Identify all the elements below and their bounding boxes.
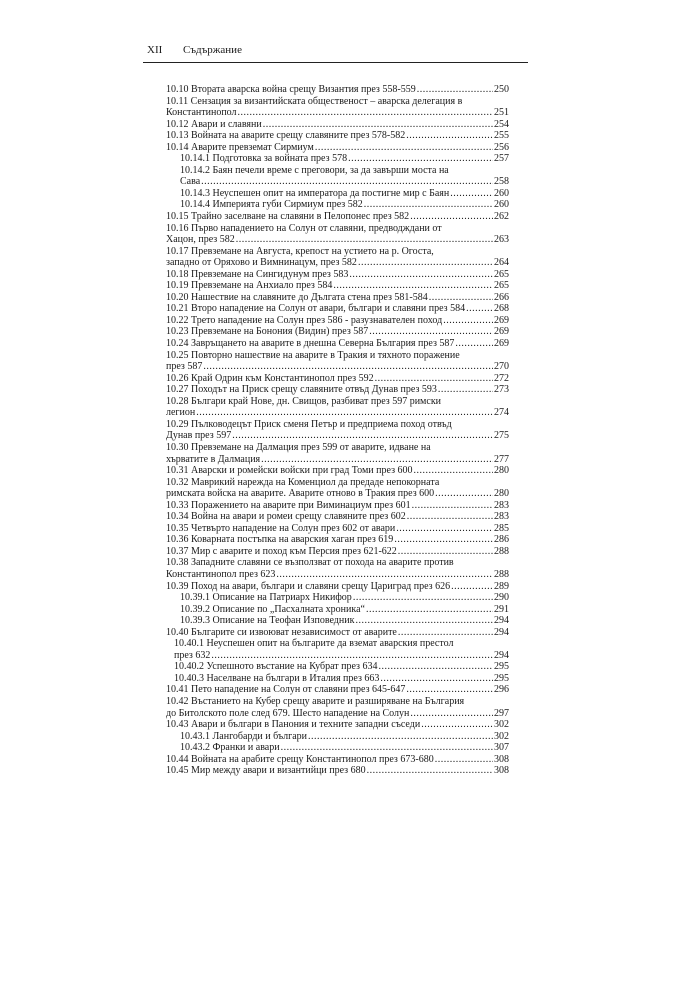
toc-page-number: 256 bbox=[494, 141, 509, 153]
toc-entry bbox=[166, 673, 509, 685]
toc-page-number: 280 bbox=[494, 465, 509, 477]
toc-entry bbox=[166, 130, 509, 142]
toc-page-number: 283 bbox=[494, 511, 509, 523]
toc-entry-text: 10.20 Нашествие на славяните до Дългата стена през 581-584 bbox=[166, 291, 428, 303]
dot-leader bbox=[236, 234, 493, 246]
dot-leader bbox=[367, 765, 493, 777]
dot-leader bbox=[407, 511, 493, 523]
toc-entry bbox=[166, 315, 509, 327]
toc-page-number: 302 bbox=[494, 719, 509, 731]
toc-entry bbox=[166, 592, 509, 604]
dot-leader bbox=[379, 661, 494, 673]
toc-entry bbox=[166, 684, 509, 696]
toc-entry-text: 10.43.1 Лангобарди и българи bbox=[180, 730, 308, 742]
dot-leader bbox=[366, 604, 493, 616]
toc-page-number: 275 bbox=[494, 430, 509, 442]
toc-entry-text: 10.41 Пето нападение на Солун от славяни през 645-647 bbox=[166, 684, 406, 696]
toc-entry bbox=[166, 581, 509, 593]
toc-entry bbox=[166, 557, 509, 580]
dot-leader bbox=[417, 84, 493, 96]
toc-entry-text: римската войска на аварите. Аварите отново в Тракия през 600 bbox=[166, 488, 435, 500]
toc-entry-text: 10.16 Първо нападението на Солун от славяни, предводждани от bbox=[166, 222, 442, 234]
dot-leader bbox=[355, 615, 493, 627]
toc-entry-text: 10.22 Трето нападение на Солун през 586 - разузнавателен поход bbox=[166, 314, 443, 326]
toc-entry-text: 10.43.2 Франки и авари bbox=[180, 742, 280, 754]
toc-page-number: 288 bbox=[494, 545, 509, 557]
dot-leader bbox=[232, 430, 493, 442]
toc-entry bbox=[166, 165, 509, 188]
toc-entry-text: 10.40 Българите си извоюват независимост от аварите bbox=[166, 626, 397, 638]
toc-page-number: 251 bbox=[494, 107, 509, 119]
dot-leader bbox=[238, 107, 493, 119]
dot-leader bbox=[414, 465, 493, 477]
toc-page-number: 289 bbox=[494, 580, 509, 592]
toc-entry-text: през 632 bbox=[174, 649, 211, 661]
toc-page-number: 307 bbox=[494, 742, 509, 754]
toc-entry bbox=[166, 153, 509, 165]
toc-entry-text: 10.23 Превземане на Бонония (Видин) през 587 bbox=[166, 326, 369, 338]
toc-page-number: 273 bbox=[494, 384, 509, 396]
dot-leader bbox=[406, 684, 493, 696]
dot-leader bbox=[364, 199, 493, 211]
toc-entry-text: 10.43 Авари и българи в Панония и техните западни съседи bbox=[166, 719, 421, 731]
toc-entry bbox=[166, 719, 509, 731]
dot-leader bbox=[455, 338, 493, 350]
toc-entry-text: 10.25 Повторно нашествие на аварите в Тракия и тяхното поражение bbox=[166, 349, 460, 361]
toc-entry-text: 10.28 Българи край Нове, дн. Свищов, разбиват през 597 римски bbox=[166, 395, 442, 407]
toc-entry-text: 10.33 Поражението на аварите при Виминациум през 601 bbox=[166, 499, 411, 511]
dot-leader bbox=[203, 361, 493, 373]
toc-entry bbox=[166, 303, 509, 315]
toc-page-number: 264 bbox=[494, 257, 509, 269]
toc-entry bbox=[166, 292, 509, 304]
toc-entry-text: 10.37 Мир с аварите и поход към Персия през 621-622 bbox=[166, 545, 397, 557]
dot-leader bbox=[353, 592, 493, 604]
toc-page-number: 255 bbox=[494, 130, 509, 142]
toc-entry-text: 10.21 Второ нападение на Солун от авари, българи и славяни през 584 bbox=[166, 303, 466, 315]
toc-entry bbox=[166, 246, 509, 269]
toc-entry bbox=[166, 523, 509, 535]
toc-entry-text: 10.40.2 Успешното въстание на Кубрат през 634 bbox=[174, 661, 378, 673]
toc-page-number: 295 bbox=[494, 661, 509, 673]
dot-leader bbox=[263, 119, 493, 131]
toc-entry-text: Константинопол през 623 bbox=[166, 568, 276, 580]
toc-entry-text: 10.39.3 Описание на Теофан Изповедник bbox=[180, 615, 355, 627]
dot-leader bbox=[429, 292, 493, 304]
toc-page-number: 257 bbox=[494, 153, 509, 165]
toc-page-number: 308 bbox=[494, 765, 509, 777]
dot-leader bbox=[333, 280, 493, 292]
toc-page-number: 268 bbox=[494, 303, 509, 315]
toc-page-number: 294 bbox=[494, 649, 509, 661]
toc-entry bbox=[166, 384, 509, 396]
toc-entry-text: 10.29 Пълководецът Приск сменя Петър и предприема поход отвъд bbox=[166, 418, 452, 430]
toc-entry bbox=[166, 511, 509, 523]
toc-entry-text: до Битолското поле след 679. Шесто нападение на Солун bbox=[166, 707, 410, 719]
toc-entry bbox=[166, 199, 509, 211]
toc-entry bbox=[166, 696, 509, 719]
toc-page-number: 285 bbox=[494, 522, 509, 534]
dot-leader bbox=[410, 211, 493, 223]
toc-page-number: 296 bbox=[494, 684, 509, 696]
dot-leader bbox=[410, 708, 493, 720]
toc-page-number: 283 bbox=[494, 499, 509, 511]
toc-entry-text: 10.15 Трайно заселване на славяни в Пелопонес през 582 bbox=[166, 211, 410, 223]
toc-page-number: 260 bbox=[494, 199, 509, 211]
toc-entry-text: 10.14 Аварите превземат Сирмиум bbox=[166, 141, 314, 153]
toc-entry bbox=[166, 604, 509, 616]
dot-leader bbox=[358, 257, 493, 269]
toc-entry-text: 10.40.3 Населване на българи в Италия през 663 bbox=[174, 672, 380, 684]
toc-page-number: 269 bbox=[494, 314, 509, 326]
toc-page-number: 295 bbox=[494, 672, 509, 684]
toc-entry bbox=[166, 338, 509, 350]
dot-leader bbox=[396, 523, 493, 535]
toc-entry bbox=[166, 350, 509, 373]
toc-entry-text: 10.39.2 Описание по „Пасхалната хроника“ bbox=[180, 603, 365, 615]
toc-page-number: 269 bbox=[494, 326, 509, 338]
dot-leader bbox=[406, 130, 493, 142]
toc-entry-text: Константинопол bbox=[166, 107, 237, 119]
toc-entry bbox=[166, 534, 509, 546]
toc-page-number: 269 bbox=[494, 338, 509, 350]
toc-page-number: 308 bbox=[494, 753, 509, 765]
toc-entry-text: 10.31 Аварски и ромейски войски при град Томи през 600 bbox=[166, 465, 413, 477]
toc-entry-text: 10.35 Четвърто нападение на Солун през 602 от авари bbox=[166, 522, 396, 534]
toc-entry bbox=[166, 84, 509, 96]
toc-entry bbox=[166, 765, 509, 777]
toc-entry-text: 10.27 Походът на Приск срещу славяните отвъд Дунав през 593 bbox=[166, 384, 437, 396]
toc-entry bbox=[166, 119, 509, 131]
dot-leader bbox=[315, 142, 493, 154]
toc-page-number: 254 bbox=[494, 118, 509, 130]
toc-entry bbox=[166, 546, 509, 558]
dot-leader bbox=[281, 742, 493, 754]
toc-page-number: 294 bbox=[494, 615, 509, 627]
dot-leader bbox=[348, 153, 493, 165]
toc-entry bbox=[166, 754, 509, 766]
toc-entry bbox=[166, 326, 509, 338]
dot-leader bbox=[398, 627, 493, 639]
toc-entry-text: легион bbox=[166, 407, 196, 419]
toc-page-number: 265 bbox=[494, 268, 509, 280]
dot-leader bbox=[369, 326, 493, 338]
toc-entry-text: 10.24 Завръщането на аварите в днешна Северна България през 587 bbox=[166, 338, 455, 350]
toc-page-number: 286 bbox=[494, 534, 509, 546]
toc-page-number: 302 bbox=[494, 730, 509, 742]
toc-entry bbox=[166, 500, 509, 512]
toc-page-number: 263 bbox=[494, 234, 509, 246]
toc-entry-text: 10.30 Превземане на Далмация през 599 от аварите, идване на bbox=[166, 441, 431, 453]
dot-leader bbox=[466, 303, 493, 315]
toc-page-number: 294 bbox=[494, 626, 509, 638]
toc-entry-text: Сава bbox=[180, 176, 201, 188]
toc-entry-text: 10.12 Авари и славяни bbox=[166, 118, 262, 130]
toc-page-number: 288 bbox=[494, 568, 509, 580]
dot-leader bbox=[438, 384, 493, 396]
toc-entry-text: Дунав през 597 bbox=[166, 430, 232, 442]
running-title: Съдържание bbox=[183, 44, 242, 56]
toc-page-number: 266 bbox=[494, 291, 509, 303]
toc-entry-text: 10.18 Превземане на Сингидунум през 583 bbox=[166, 268, 349, 280]
toc-entry-text: 10.11 Сензация за византийската общественост – аварска делегация в bbox=[166, 95, 463, 107]
toc-entry bbox=[166, 280, 509, 292]
dot-leader bbox=[201, 176, 493, 188]
toc-entry bbox=[166, 661, 509, 673]
toc-page-number: 270 bbox=[494, 361, 509, 373]
toc-entry-text: 10.14.1 Подготовка за войната през 578 bbox=[180, 153, 348, 165]
toc-entry-text: 10.42 Въстанието на Кубер срещу аварите и разширяване на България bbox=[166, 695, 465, 707]
toc-entry-text: 10.10 Втората аварска война срещу Византия през 558-559 bbox=[166, 84, 416, 95]
toc-entry bbox=[166, 742, 509, 754]
toc-entry bbox=[166, 223, 509, 246]
dot-leader bbox=[211, 650, 493, 662]
toc-page-number: 265 bbox=[494, 280, 509, 292]
toc-entry-text: 10.40.1 Неуспешен опит на българите да вземат аварския престол bbox=[174, 638, 454, 650]
dot-leader bbox=[394, 534, 493, 546]
toc-entry-text: 10.45 Мир между авари и византийци през 680 bbox=[166, 765, 366, 777]
toc-page-number: 280 bbox=[494, 488, 509, 500]
dot-leader bbox=[380, 673, 493, 685]
toc-entry-text: хърватите в Далмация bbox=[166, 453, 261, 465]
toc-page-number: 297 bbox=[494, 707, 509, 719]
toc-entry bbox=[166, 615, 509, 627]
toc-entry bbox=[166, 627, 509, 639]
toc-page-number: 250 bbox=[494, 84, 509, 95]
dot-leader bbox=[276, 569, 493, 581]
toc-entry bbox=[166, 638, 509, 661]
toc-page-number: 291 bbox=[494, 603, 509, 615]
toc-entry-text: 10.32 Маврикий нарежда на Коменциол да предаде непокорната bbox=[166, 476, 440, 488]
toc-entry-text: 10.38 Западните славяни се възползват от похода на аварите против bbox=[166, 557, 454, 569]
table-of-contents bbox=[166, 84, 509, 777]
toc-entry-text: през 587 bbox=[166, 361, 203, 373]
toc-page-number: 260 bbox=[494, 187, 509, 199]
dot-leader bbox=[375, 373, 493, 385]
toc-entry-text: 10.14.4 Империята губи Сирмиум през 582 bbox=[180, 199, 363, 211]
toc-entry-text: 10.39.1 Описание на Патриарх Никифор bbox=[180, 592, 352, 604]
toc-page-number: 258 bbox=[494, 176, 509, 188]
page-header bbox=[143, 40, 528, 63]
toc-entry-text: 10.36 Коварната постъпка на аварския хаган през 619 bbox=[166, 534, 394, 546]
toc-entry bbox=[166, 477, 509, 500]
dot-leader bbox=[443, 315, 493, 327]
toc-entry bbox=[166, 465, 509, 477]
dot-leader bbox=[349, 269, 493, 281]
dot-leader bbox=[435, 488, 493, 500]
dot-leader bbox=[450, 188, 493, 200]
dot-leader bbox=[451, 581, 493, 593]
toc-page-number: 274 bbox=[494, 407, 509, 419]
toc-entry bbox=[166, 96, 509, 119]
toc-entry-text: Хацон, през 582 bbox=[166, 234, 235, 246]
toc-entry-text: 10.34 Война на авари и ромеи срещу славяните през 602 bbox=[166, 511, 406, 523]
toc-entry bbox=[166, 269, 509, 281]
dot-leader bbox=[196, 407, 493, 419]
toc-entry bbox=[166, 442, 509, 465]
toc-page-number: 262 bbox=[494, 211, 509, 223]
toc-page-number: 277 bbox=[494, 453, 509, 465]
dot-leader bbox=[398, 546, 493, 558]
toc-entry-text: 10.26 Край Одрин към Константинопол през 592 bbox=[166, 372, 374, 384]
toc-entry-text: 10.13 Войната на аварите срещу славяните през 578-582 bbox=[166, 130, 406, 142]
toc-page-number: 290 bbox=[494, 592, 509, 604]
toc-entry bbox=[166, 373, 509, 385]
toc-entry-text: западно от Оряхово и Вимнинацум, през 582 bbox=[166, 257, 357, 269]
dot-leader bbox=[435, 754, 493, 766]
toc-entry-text: 10.44 Войната на арабите срещу Константинопол през 673-680 bbox=[166, 753, 434, 765]
dot-leader bbox=[261, 454, 493, 466]
toc-entry-text: 10.14.2 Баян печели време с преговори, за да завърши моста на bbox=[180, 164, 449, 176]
toc-entry bbox=[166, 142, 509, 154]
toc-entry-text: 10.14.3 Неуспешен опит на императора да постигне мир с Баян bbox=[180, 187, 450, 199]
dot-leader bbox=[421, 719, 493, 731]
toc-entry bbox=[166, 211, 509, 223]
toc-entry-text: 10.17 Превземане на Августа, крепост на устието на р. Огоста, bbox=[166, 245, 434, 257]
dot-leader bbox=[308, 731, 493, 743]
page-number: XII bbox=[147, 44, 163, 56]
toc-page-number: 272 bbox=[494, 372, 509, 384]
toc-entry bbox=[166, 731, 509, 743]
toc-entry bbox=[166, 396, 509, 419]
toc-entry bbox=[166, 188, 509, 200]
toc-entry-text: 10.39 Поход на авари, българи и славяни срещу Цариград през 626 bbox=[166, 580, 451, 592]
dot-leader bbox=[412, 500, 493, 512]
toc-entry bbox=[166, 419, 509, 442]
toc-entry-text: 10.19 Превземане на Анхиало през 584 bbox=[166, 280, 333, 292]
